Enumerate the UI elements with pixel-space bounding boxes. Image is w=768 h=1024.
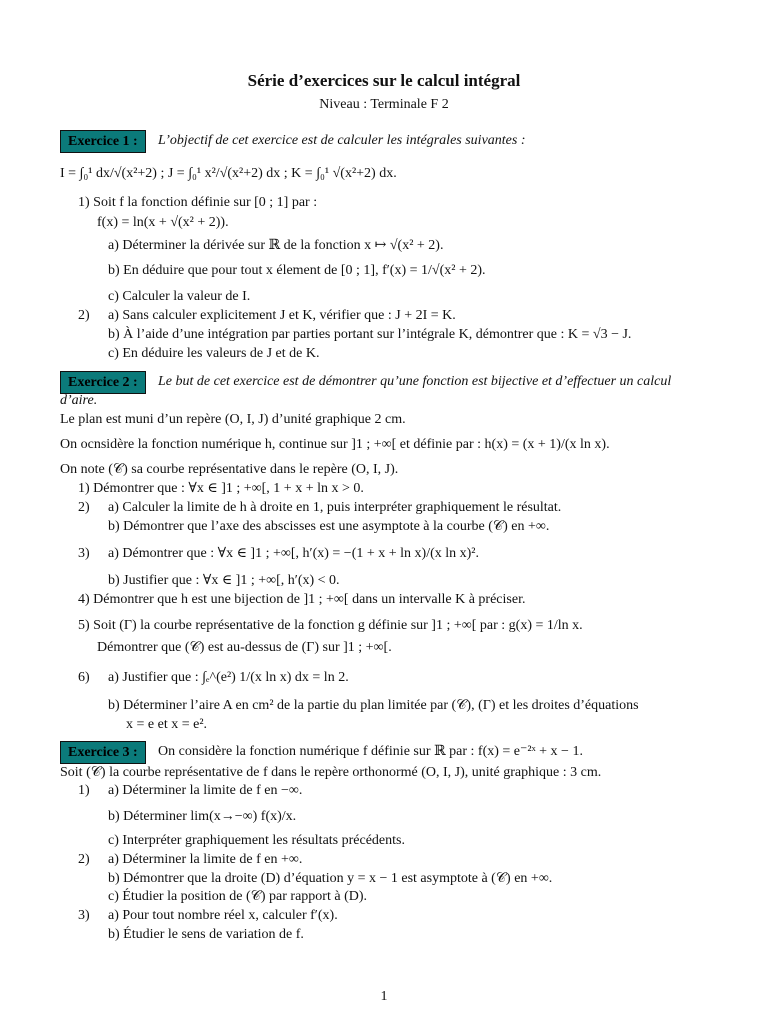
exercise-1-integrals: I = ∫₀¹ dx/√(x²+2) ; J = ∫₀¹ x²/√(x²+2) dx ; K = ∫₀¹ √(x²+2) dx. bbox=[60, 166, 397, 181]
exercise-1-q1c: c) Calculer la valeur de I. bbox=[108, 289, 251, 304]
exercise-1-q2c: c) En déduire les valeurs de J et de K. bbox=[108, 346, 320, 361]
exercise-2-q6b-line-2: x = e et x = e². bbox=[126, 717, 208, 732]
exercise-1-badge: Exercice 1 : bbox=[60, 130, 146, 153]
exercise-2-q3b: b) Justifier que : ∀x ∈ ]1 ; +∞[, h′(x) < 0. bbox=[108, 573, 340, 588]
exercise-2-q6a: a) Justifier que : ∫ₑ^(e²) 1/(x ln x) dx = ln 2. bbox=[108, 670, 349, 685]
exercise-1-q2a: a) Sans calculer explicitement J et K, vérifier que : J + 2I = K. bbox=[108, 308, 456, 323]
exercise-2-intro-line-2: d’aire. bbox=[60, 393, 98, 408]
exercise-2-q5-line-2: Démontrer que (𝒞) est au-dessus de (Γ) sur ]1 ; +∞[. bbox=[97, 640, 392, 655]
exercise-2-q6-number: 6) bbox=[78, 670, 90, 685]
exercise-2-q5: 5) Soit (Γ) la courbe représentative de la fonction g définie sur ]1 ; +∞[ par : g(x) = 1/ln x. bbox=[78, 618, 583, 633]
exercise-3-q3a: a) Pour tout nombre réel x, calculer f′(x). bbox=[108, 908, 338, 923]
exercise-3-q2a: a) Déterminer la limite de f en +∞. bbox=[108, 852, 303, 867]
exercise-3-q1a: a) Déterminer la limite de f en −∞. bbox=[108, 783, 303, 798]
exercise-3-q3b: b) Étudier le sens de variation de f. bbox=[108, 927, 304, 942]
exercise-3-q1b: b) Déterminer lim(x→−∞) f(x)/x. bbox=[108, 809, 297, 824]
exercise-1-q2-number: 2) bbox=[78, 308, 90, 323]
exercise-3-q2-number: 2) bbox=[78, 852, 90, 867]
exercise-2-q6b: b) Déterminer l’aire A en cm² de la partie du plan limitée par (𝒞), (Γ) et les droites d’équations bbox=[108, 698, 639, 713]
exercise-3-badge: Exercice 3 : bbox=[60, 741, 146, 764]
exercise-3-q1-number: 1) bbox=[78, 783, 90, 798]
exercise-2-q3a: a) Démontrer que : ∀x ∈ ]1 ; +∞[, h′(x) = −(1 + x + ln x)/(x ln x)². bbox=[108, 546, 480, 561]
exercise-2-q4: 4) Démontrer que h est une bijection de ]1 ; +∞[ dans un intervalle K à préciser. bbox=[78, 592, 526, 607]
exercise-2-q2a: a) Calculer la limite de h à droite en 1, puis interpréter graphiquement le résultat. bbox=[108, 500, 562, 515]
exercise-1-q1b: b) En déduire que pour tout x élement de [0 ; 1], f′(x) = 1/√(x² + 2). bbox=[108, 263, 486, 278]
exercise-2-badge: Exercice 2 : bbox=[60, 371, 146, 394]
exercise-2-intro-line-1: Le but de cet exercice est de démontrer qu’une fonction est bijective et d’effectuer un calcul bbox=[158, 374, 672, 389]
exercise-2-q1: 1) Démontrer que : ∀x ∈ ]1 ; +∞[, 1 + x + ln x > 0. bbox=[78, 481, 364, 496]
exercise-1-q1-function: f(x) = ln(x + √(x² + 2)). bbox=[97, 215, 229, 230]
exercise-2-q3-number: 3) bbox=[78, 546, 90, 561]
exercise-1-q2b: b) À l’aide d’une intégration par parties portant sur l’intégrale K, démontrer que : K = √3 − J. bbox=[108, 327, 632, 342]
exercise-2-line-2: On ocnsidère la fonction numérique h, continue sur ]1 ; +∞[ et définie par : h(x) = (x + 1)/(x ln x). bbox=[60, 437, 610, 452]
exercise-1-intro: L’objectif de cet exercice est de calculer les intégrales suivantes : bbox=[158, 133, 526, 148]
exercise-2-q2b: b) Démontrer que l’axe des abscisses est une asymptote à la courbe (𝒞) en +∞. bbox=[108, 519, 550, 534]
exercise-2-line-3: On note (𝒞) sa courbe représentative dans le repère (O, I, J). bbox=[60, 462, 399, 477]
exercise-3-q2b: b) Démontrer que la droite (D) d’équation y = x − 1 est asymptote à (𝒞) en +∞. bbox=[108, 871, 553, 886]
exercise-3-q3-number: 3) bbox=[78, 908, 90, 923]
exercise-2-line-1: Le plan est muni d’un repère (O, I, J) d’unité graphique 2 cm. bbox=[60, 412, 406, 427]
document-subtitle: Niveau : Terminale F 2 bbox=[319, 97, 449, 112]
page-number: 1 bbox=[380, 989, 388, 1004]
exercise-3-intro: On considère la fonction numérique f définie sur ℝ par : f(x) = e⁻²ˣ + x − 1. bbox=[158, 744, 583, 759]
exercise-3-q1c: c) Interpréter graphiquement les résultats précédents. bbox=[108, 833, 405, 848]
exercise-3-q2c: c) Étudier la position de (𝒞) par rapport à (D). bbox=[108, 889, 367, 904]
exercise-3-line-1: Soit (𝒞) la courbe représentative de f dans le repère orthonormé (O, I, J), unité graphique : 3 cm. bbox=[60, 765, 602, 780]
exercise-2-q2-number: 2) bbox=[78, 500, 90, 515]
exercise-1-q1: 1) Soit f la fonction définie sur [0 ; 1] par : bbox=[78, 195, 318, 210]
exercise-1-q1a: a) Déterminer la dérivée sur ℝ de la fonction x ↦ √(x² + 2). bbox=[108, 238, 444, 253]
document-title: Série d’exercices sur le calcul intégral bbox=[247, 71, 521, 90]
